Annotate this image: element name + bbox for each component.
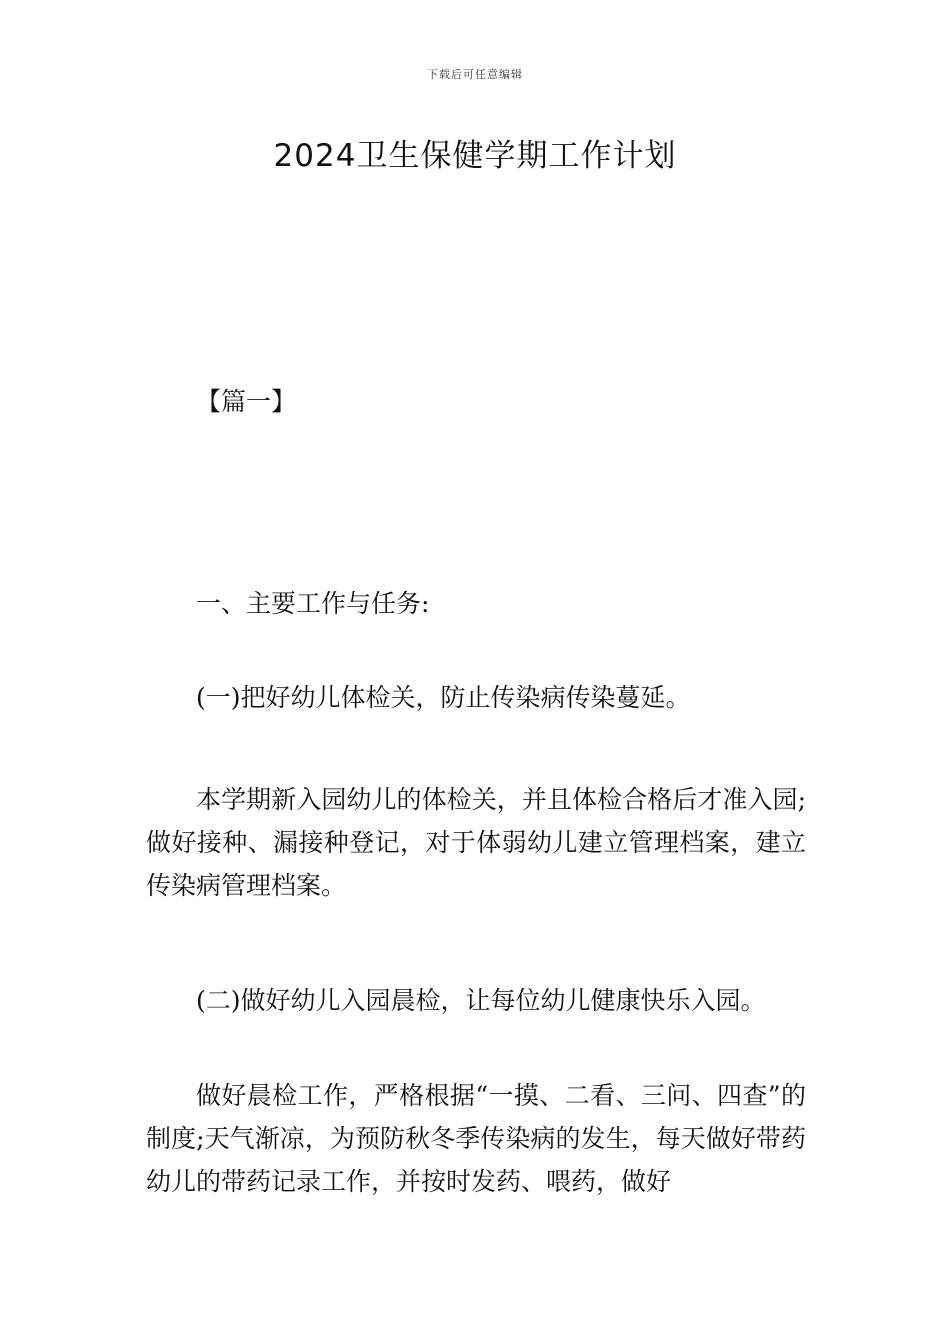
- section-label: 【篇一】: [196, 387, 297, 416]
- subsection-heading-1: (一)把好幼儿体检关，防止传染病传染蔓延。: [196, 683, 691, 712]
- page-header-note: 下载后可任意编辑: [427, 68, 523, 81]
- paragraph-2: 做好晨检工作，严格根据“一摸、二看、三问、四查”的制度;天气渐凉，为预防秋冬季传染病的发生，每天做好带药幼儿的带药记录工作，并按时发药、喂药，做好: [146, 1081, 806, 1196]
- subsection-heading-2: (二)做好幼儿入园晨检，让每位幼儿健康快乐入园。: [196, 986, 766, 1015]
- document-title: 2024卫生保健学期工作计划: [273, 138, 677, 174]
- section-heading: 一、主要工作与任务:: [196, 589, 430, 618]
- paragraph-1: 本学期新入园幼儿的体检关，并且体检合格后才准入园;做好接种、漏接种登记，对于体弱幼儿建立管理档案，建立传染病管理档案。: [146, 785, 806, 900]
